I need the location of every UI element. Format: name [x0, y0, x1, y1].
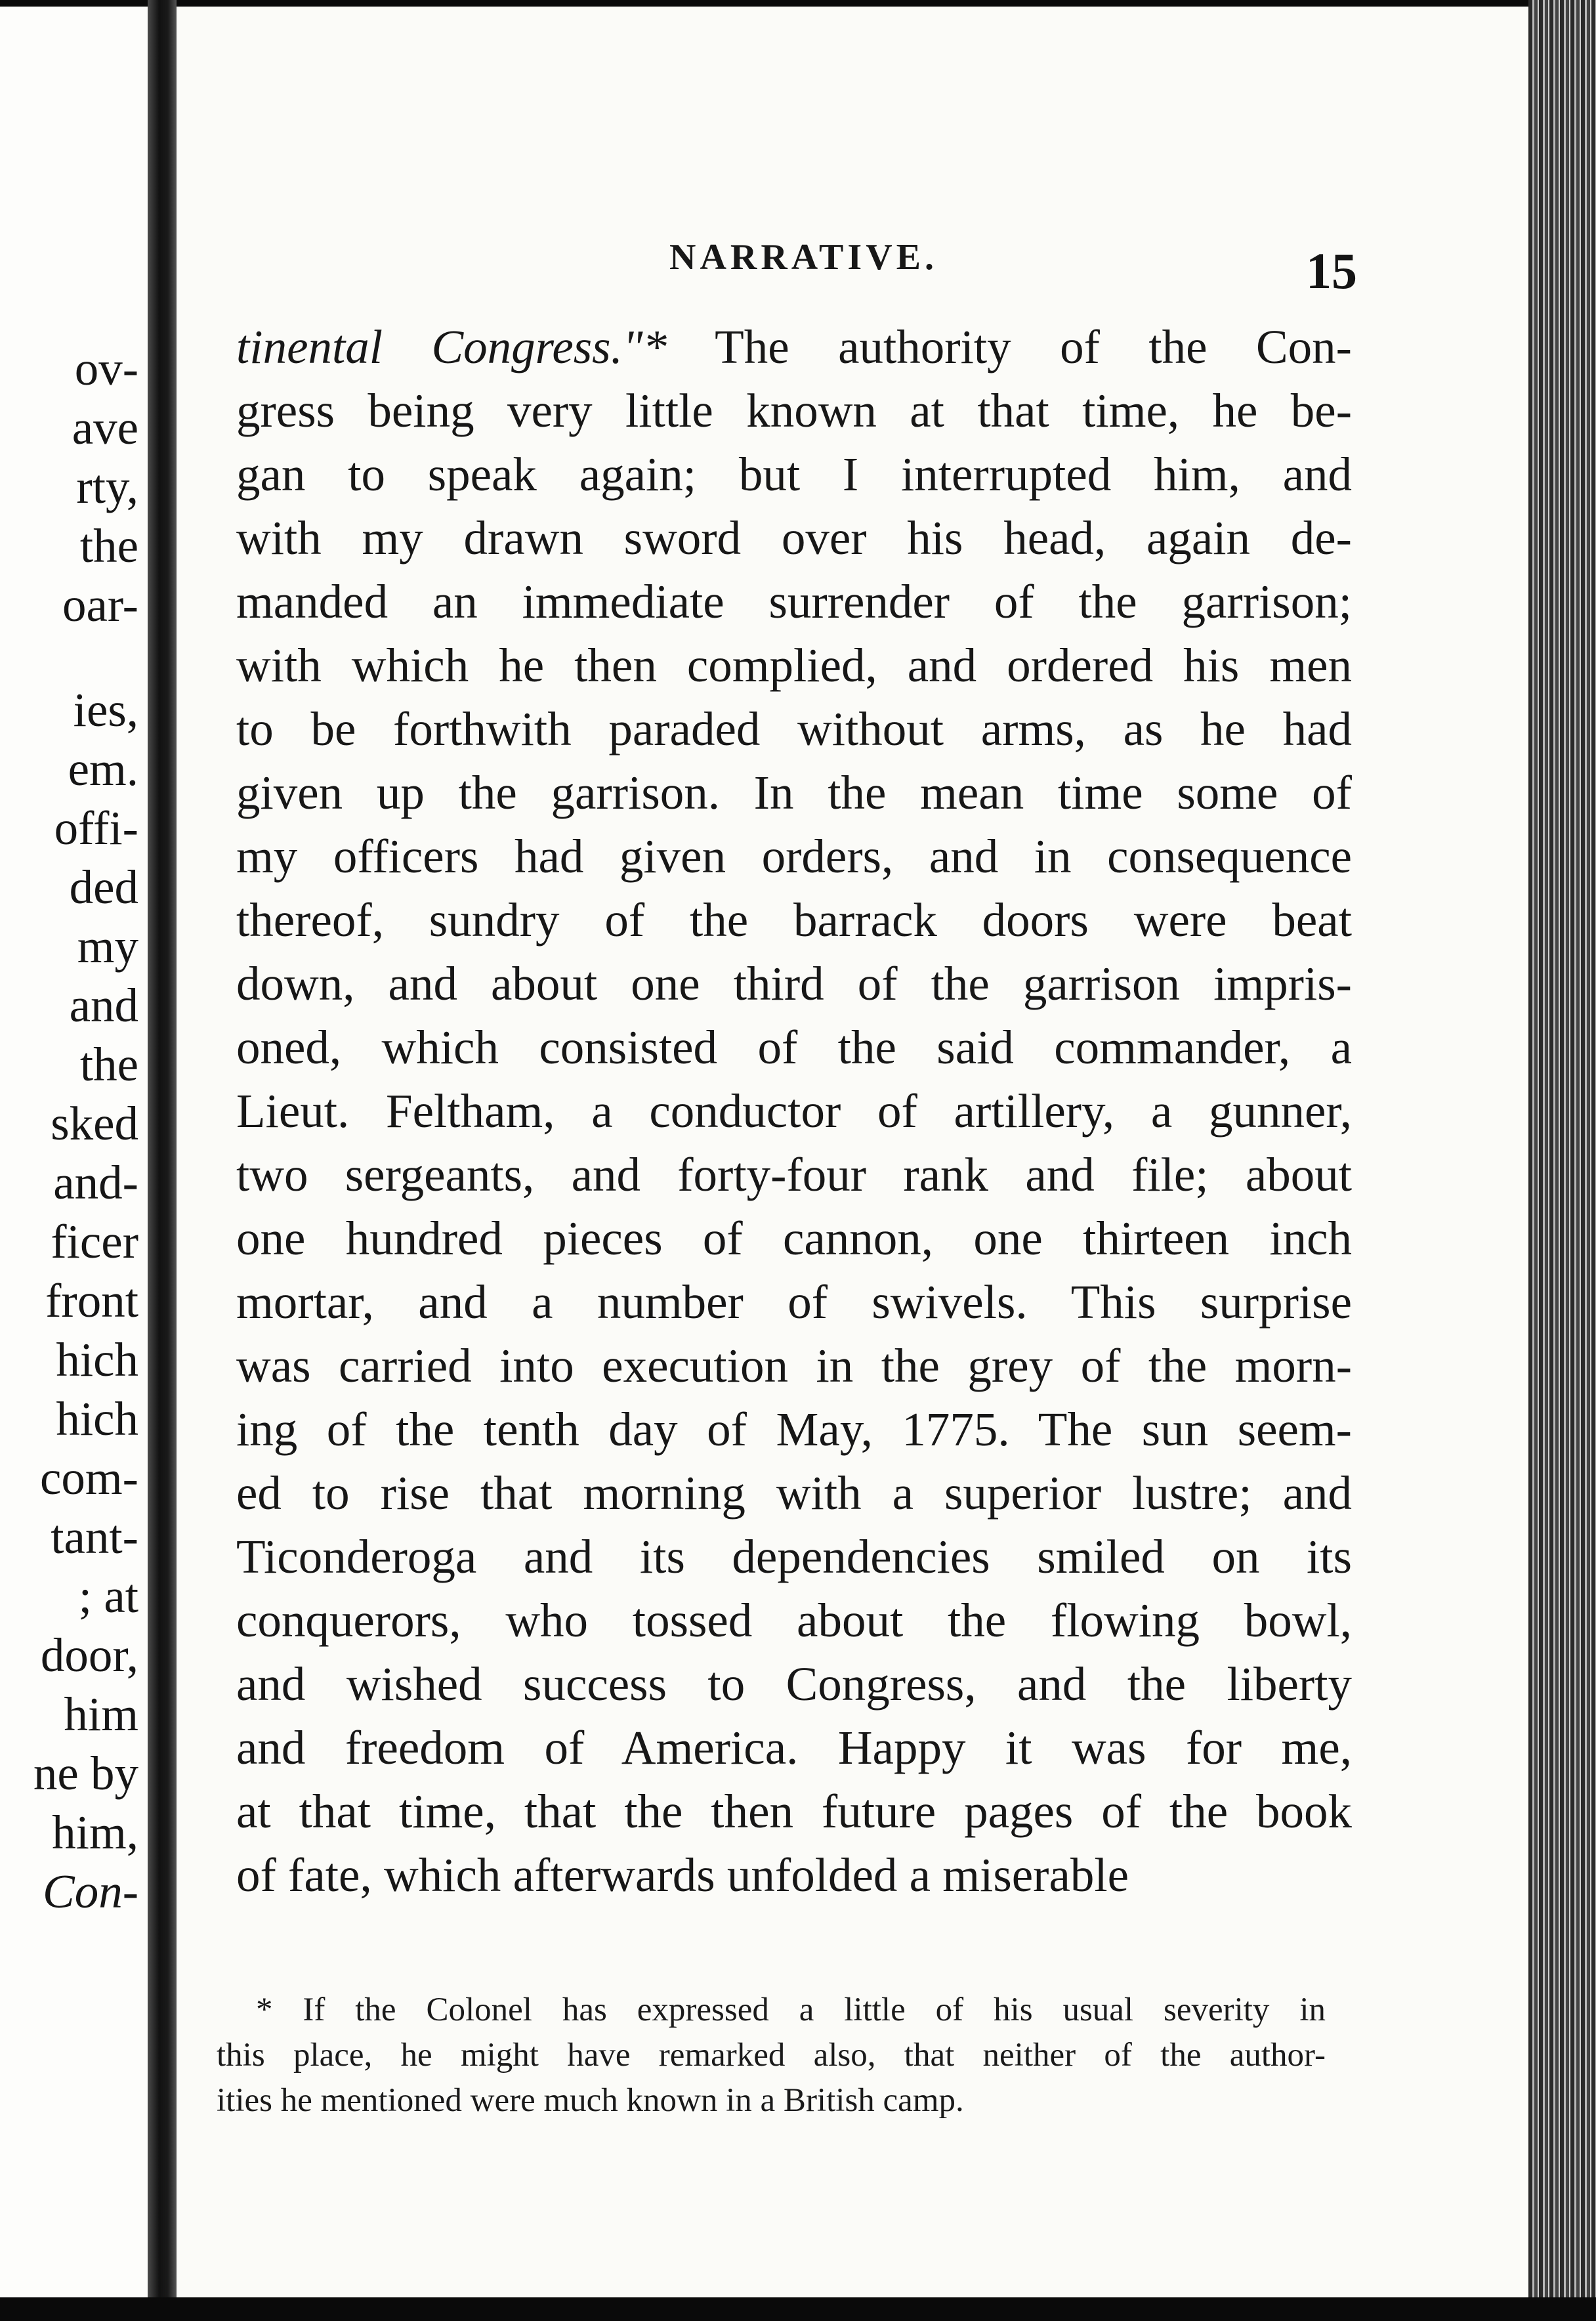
left-page-line: sked	[51, 1097, 138, 1150]
body-line: given up the garrison. In the mean time some of	[236, 766, 1352, 819]
left-page-line: Con-	[43, 1865, 138, 1918]
left-page-line: hich	[56, 1392, 138, 1445]
left-page-line: ficer	[51, 1215, 138, 1268]
left-page-line: door,	[40, 1629, 138, 1682]
body-line: with my drawn sword over his head, again de-	[236, 511, 1352, 564]
left-page-line: em.	[68, 742, 138, 796]
body-line: was carried into execution in the grey of the morn-	[236, 1339, 1352, 1392]
body-line: mortar, and a number of swivels. This surprise	[236, 1275, 1352, 1329]
left-page-line: com-	[40, 1451, 138, 1504]
left-page-line: ; at	[78, 1569, 138, 1623]
body-line: one hundred pieces of cannon, one thirteen inch	[236, 1212, 1352, 1265]
footnote-line: * If the Colonel has expressed a little of his usual severity in	[256, 1991, 1326, 2028]
body-line: thereof, sundry of the barrack doors were beat	[236, 893, 1352, 947]
body-line: Ticonderoga and its dependencies smiled on its	[236, 1530, 1352, 1583]
footnote-line: this place, he might have remarked also, that neither of the author-	[217, 2037, 1326, 2074]
page-edges	[1528, 0, 1596, 2321]
body-line: with which he then complied, and ordered his men	[236, 639, 1352, 692]
body-line: and wished success to Congress, and the liberty	[236, 1657, 1352, 1711]
footnote	[217, 1988, 1326, 2123]
body-line: conquerors, who tossed about the flowing bowl,	[236, 1594, 1352, 1647]
body-line: ed to rise that morning with a superior lustre; and	[236, 1466, 1352, 1520]
left-page-line: oar-	[62, 578, 138, 631]
left-page-line: ave	[72, 401, 138, 454]
body-text	[236, 315, 1352, 1907]
italic-text: tinental Congress."*	[236, 320, 667, 373]
book-gutter	[148, 0, 177, 2321]
left-page-line: my	[77, 920, 138, 973]
left-page-line: rty,	[76, 460, 138, 513]
body-line: my officers had given orders, and in consequence	[236, 830, 1352, 883]
body-line: ing of the tenth day of May, 1775. The sun seem-	[236, 1403, 1352, 1456]
body-line: gan to speak again; but I interrupted him, and	[236, 448, 1352, 501]
left-page-line: ies,	[73, 683, 138, 736]
left-page-line: him	[64, 1688, 138, 1741]
body-line: of fate, which afterwards unfolded a miserable	[236, 1848, 1129, 1902]
body-line: oned, which consisted of the said commander, a	[236, 1021, 1352, 1074]
left-page-line: front	[45, 1274, 138, 1327]
left-page-line: ov-	[74, 342, 138, 395]
page-number: 15	[1306, 242, 1357, 299]
left-page-line: the	[79, 519, 138, 572]
left-page-fragment	[0, 7, 148, 2310]
body-line: tinental Congress."* The authority of the Con-	[236, 320, 1352, 373]
body-line: at that time, that the then future pages of the book	[236, 1785, 1352, 1838]
body-line: and freedom of America. Happy it was for me,	[236, 1721, 1352, 1774]
body-line: to be forthwith paraded without arms, as he had	[236, 702, 1352, 756]
body-line: Lieut. Feltham, a conductor of artillery, a gunner,	[236, 1084, 1352, 1138]
left-page-line: ne by	[33, 1747, 138, 1800]
left-page-line: and-	[53, 1156, 138, 1209]
footnote-line: ities he mentioned were much known in a British camp.	[217, 2082, 964, 2119]
scan-border	[0, 2297, 1596, 2321]
body-line: two sergeants, and forty-four rank and file; about	[236, 1148, 1352, 1201]
body-line: down, and about one third of the garrison impris-	[236, 957, 1352, 1010]
running-header: NARRATIVE.	[669, 237, 938, 278]
body-line: gress being very little known at that time, he be-	[236, 384, 1352, 437]
left-page-line: him,	[52, 1806, 138, 1859]
left-page-line: hich	[56, 1333, 138, 1386]
left-page-line: ded	[69, 861, 138, 914]
left-page-line: the	[79, 1038, 138, 1091]
left-page-line: offi-	[54, 801, 138, 855]
left-page-line: and	[69, 979, 138, 1032]
body-line: manded an immediate surrender of the garrison;	[236, 575, 1352, 628]
left-page-line: tant-	[51, 1510, 138, 1564]
